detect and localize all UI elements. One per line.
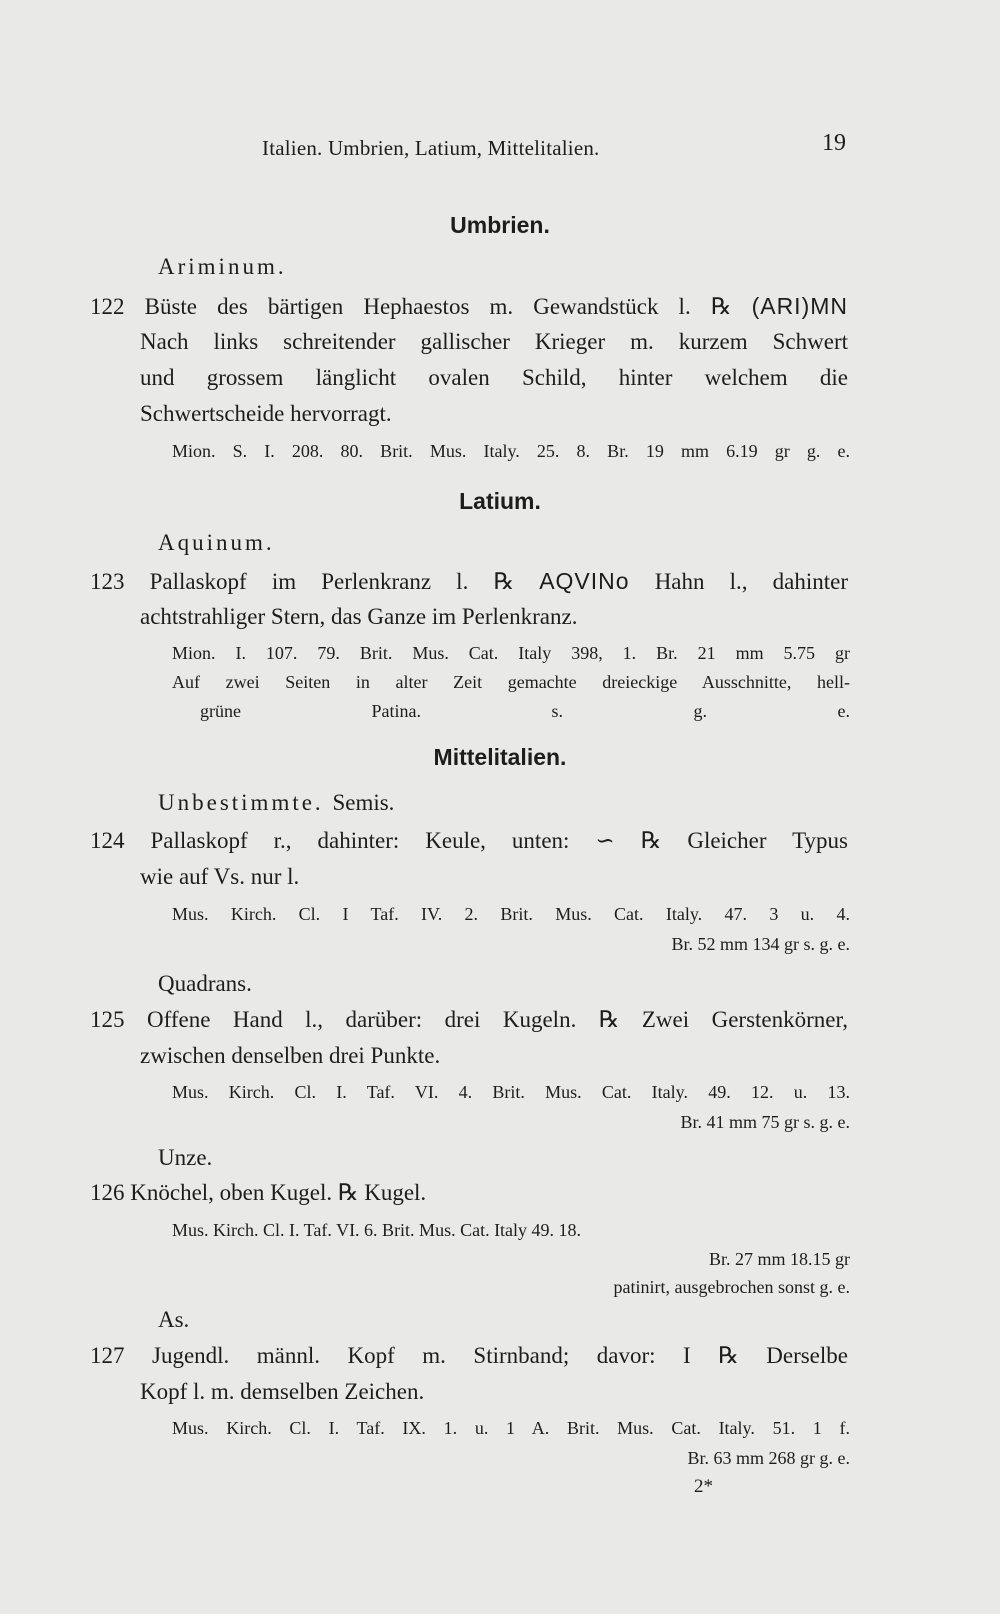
denomination-as: As. [158, 1307, 190, 1332]
section-heading-mittelitalien: Mittelitalien. [433, 744, 567, 770]
entry-127-line-1: 127 Jugendl. männl. Kopf m. Stirnband; davor: I ℞ Derselbe [90, 1343, 848, 1368]
entry-122-line-3: und grossem länglicht ovalen Schild, hinter welchem die [140, 365, 848, 390]
entry-122-line-4: Schwertscheide hervorragt. [140, 401, 392, 426]
entry-123-reference: Mion. I. 107. 79. Brit. Mus. Cat. Italy 398, 1. Br. 21 mm 5.75 gr [172, 643, 850, 663]
page-number: 19 [822, 130, 846, 156]
unbestimmte-label: Unbestimmte. [158, 790, 324, 815]
place-heading-unbestimmte [158, 790, 394, 816]
section-heading-latium: Latium. [459, 488, 541, 514]
place-heading-ariminum: Ariminum. [158, 254, 287, 279]
entry-125-reference: Mus. Kirch. Cl. I. Taf. VI. 4. Brit. Mus. Cat. Italy. 49. 12. u. 13. [172, 1082, 850, 1102]
entry-122-legend: (ARI)MN [751, 293, 848, 319]
section-heading-umbrien: Umbrien. [450, 212, 550, 238]
running-title: Italien. Umbrien, Latium, Mittelitalien. [262, 136, 600, 160]
place-heading-aquinum: Aquinum. [158, 530, 275, 555]
entry-125-measure: Br. 41 mm 75 gr s. g. e. [680, 1112, 850, 1132]
entry-127-measure: Br. 63 mm 268 gr g. e. [687, 1448, 850, 1468]
entry-123-line-1 [90, 568, 848, 595]
entry-122-line-2: Nach links schreitender gallischer Krieger m. kurzem Schwert [140, 329, 848, 354]
signature-mark: 2* [694, 1476, 713, 1497]
entry-125-line-2: zwischen denselben drei Punkte. [140, 1043, 441, 1068]
entry-126-line-1: 126 Knöchel, oben Kugel. ℞ Kugel. [90, 1180, 427, 1205]
entry-127-reference: Mus. Kirch. Cl. I. Taf. IX. 1. u. 1 A. Brit. Mus. Cat. Italy. 51. 1 f. [172, 1418, 850, 1438]
entry-123-text-a: 123 Pallaskopf im Perlenkranz l. ℞ [90, 569, 515, 594]
entry-127-line-2: Kopf l. m. demselben Zeichen. [140, 1379, 425, 1404]
entry-122-line-1 [90, 293, 848, 320]
entry-124-line-1: 124 Pallaskopf r., dahinter: Keule, unten: ∽ ℞ Gleicher Typus [90, 828, 848, 853]
semis-label: Semis. [332, 790, 395, 815]
entry-123-line-2: achtstrahliger Stern, das Ganze im Perlenkranz. [140, 604, 578, 629]
entry-126-measure: Br. 27 mm 18.15 gr [708, 1249, 850, 1269]
entry-123-grade: s. g. e. [551, 701, 851, 721]
entry-123-legend: AQVINo [539, 568, 630, 594]
entry-125-line-1: 125 Offene Hand l., darüber: drei Kugeln. ℞ Zwei Gerstenkörner, [90, 1007, 848, 1032]
entry-126-reference: Mus. Kirch. Cl. I. Taf. VI. 6. Brit. Mus. Cat. Italy 49. 18. [172, 1220, 582, 1240]
entry-123-note: Auf zwei Seiten in alter Zeit gemachte dreieckige Ausschnitte, hell- [172, 672, 850, 692]
denomination-quadrans: Quadrans. [158, 971, 252, 996]
entry-124-reference: Mus. Kirch. Cl. I Taf. IV. 2. Brit. Mus. Cat. Italy. 47. 3 u. 4. [172, 904, 850, 924]
entry-124-line-2: wie auf Vs. nur l. [140, 864, 300, 889]
entry-122-reference: Mion. S. I. 208. 80. Brit. Mus. Italy. 25. 8. Br. 19 mm 6.19 gr g. e. [172, 441, 850, 461]
entry-124-measure: Br. 52 mm 134 gr s. g. e. [671, 934, 850, 954]
entry-123-note-end [200, 701, 850, 722]
entry-123-note-text: grüne Patina. [200, 701, 421, 721]
entry-123-text-b: Hahn l., dahinter [654, 569, 848, 594]
entry-126-note: patinirt, ausgebrochen sonst g. e. [613, 1277, 850, 1297]
denomination-unze: Unze. [158, 1145, 213, 1170]
entry-122-text: 122 Büste des bärtigen Hephaestos m. Gewandstück l. ℞ [90, 294, 732, 319]
